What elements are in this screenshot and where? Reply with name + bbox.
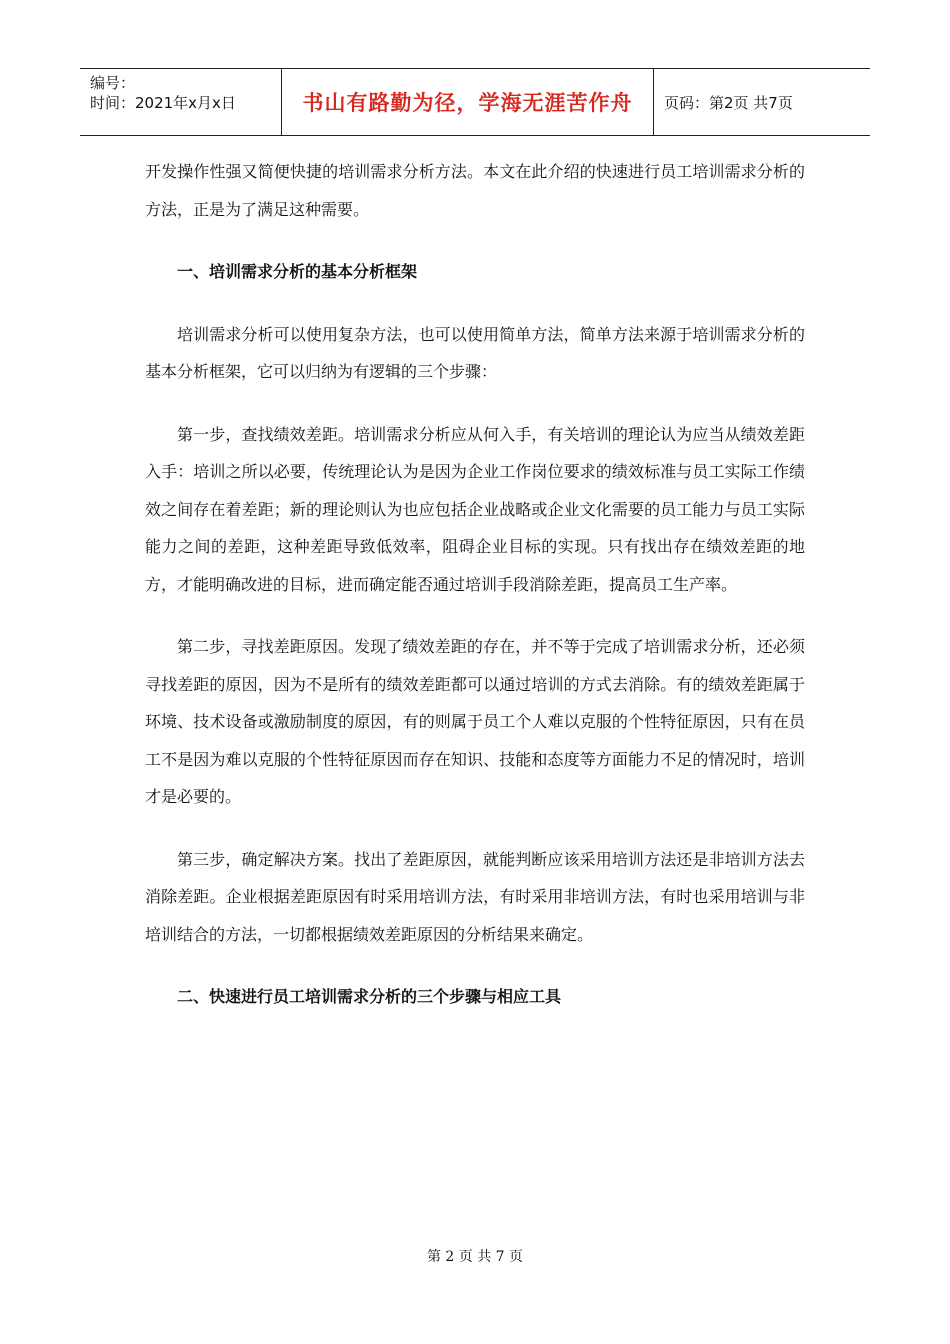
paragraph-step-3: 第三步，确定解决方案。找出了差距原因，就能判断应该采用培训方法还是非培训方法去消除差距。企业根据差距原因有时采用培训方法，有时采用非培训方法，有时也采用培训与非培训结合的方法，一切都根据绩效差距原因的分析结果来确定。: [145, 849, 805, 944]
page-header: [80, 68, 870, 136]
page-footer: 第 2 页 共 7 页: [426, 1249, 524, 1265]
paragraph-continued: 开发操作性强又简便快捷的培训需求分析方法。本文在此介绍的快速进行员工培训需求分析的方法，正是为了满足这种需要。: [145, 162, 805, 219]
header-page-info: 页码：第2页 共7页: [664, 93, 793, 112]
header-meta: [80, 69, 282, 135]
paragraph: 培训需求分析可以使用复杂方法，也可以使用简单方法，简单方法来源于培训需求分析的基本分析框架，它可以归纳为有逻辑的三个步骤：: [145, 324, 805, 381]
time-label: 时间：2021年x月x日: [90, 94, 236, 112]
paragraph-step-2: 第二步，寻找差距原因。发现了绩效差距的存在，并不等于完成了培训需求分析，还必须寻找差距的原因，因为不是所有的绩效差距都可以通过培训的方式去消除。有的绩效差距属于环境、技术设备或激励制度的原因，有的则属于员工个人难以克服的个性特征原因，只有在员工不是因为难以克服的个性特征原因而存在知识、技能和态度等方面能力不足的情况时，培训才是必要的。: [145, 637, 805, 806]
header-motto: 书山有路勤为径，学海无涯苦作舟: [282, 69, 654, 135]
number-label: 编号：: [90, 74, 136, 92]
paragraph-step-1: 第一步，查找绩效差距。培训需求分析应从何入手，有关培训的理论认为应当从绩效差距入手：培训之所以必要，传统理论认为是因为企业工作岗位要求的绩效标准与员工实际工作绩效之间存在着差距；新的理论则认为也应包括企业战略或企业文化需要的员工能力与员工实际能力之间的差距，这种差距导致低效率，阻碍企业目标的实现。只有找出存在绩效差距的地方，才能明确改进的目标，进而确定能否通过培训手段消除差距，提高员工生产率。: [145, 424, 805, 594]
section-heading-2: 二、快速进行员工培训需求分析的三个步骤与相应工具: [177, 987, 562, 1006]
document-body: [145, 153, 805, 1041]
section-heading-1: 一、培训需求分析的基本分析框架: [177, 262, 418, 281]
